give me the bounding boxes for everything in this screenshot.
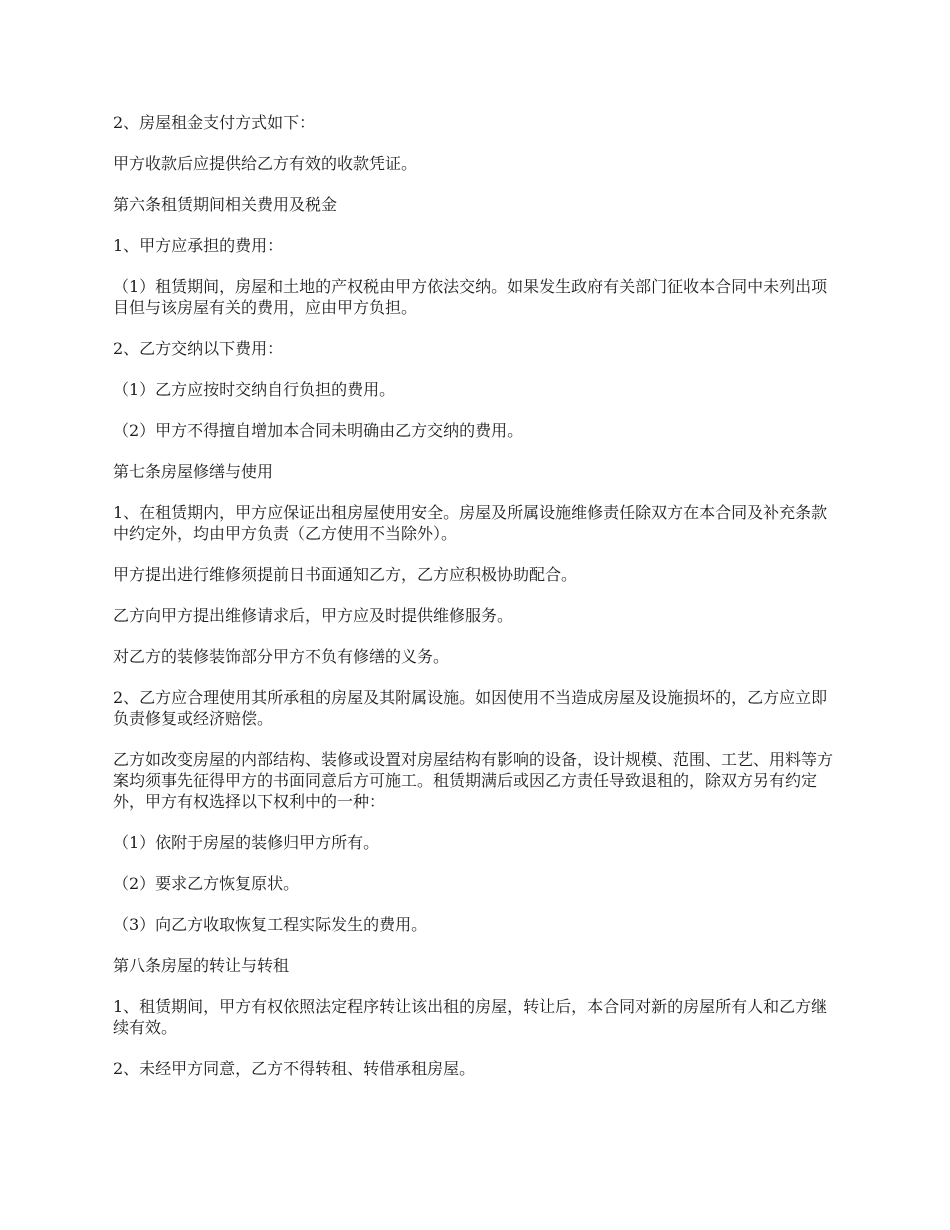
paragraph-option-3: （3）向乙方收取恢复工程实际发生的费用。	[113, 915, 428, 934]
paragraph-proper-use: 2、乙方应合理使用其所承租的房屋及其附属设施。如因使用不当造成房屋及设施损坏的，乙方应立即负责修复或经济赔偿。	[113, 688, 828, 728]
paragraph-tenant-costs: 2、乙方交纳以下费用：	[113, 339, 284, 358]
paragraph-repair-request: 乙方向甲方提出维修请求后，甲方应及时提供维修服务。	[113, 606, 514, 625]
paragraph-structural-changes: 乙方如改变房屋的内部结构、装修或设置对房屋结构有影响的设备，设计规模、范围、工艺、用料等方案均须事先征得甲方的书面同意后方可施工。租赁期满后或因乙方责任导致退租的，除双方另有约定外，甲方有权选择以下权利中的一种：	[113, 750, 834, 811]
paragraph-no-extra-fees: （2）甲方不得擅自增加本合同未明确由乙方交纳的费用。	[113, 421, 524, 440]
paragraph-tenant-pay-on-time: （1）乙方应按时交纳自行负担的费用。	[113, 380, 396, 399]
paragraph-repair-notice: 甲方提出进行维修须提前日书面通知乙方，乙方应积极协助配合。	[113, 565, 578, 584]
heading-article-7: 第七条房屋修缮与使用	[113, 462, 274, 481]
heading-article-8: 第八条房屋的转让与转租	[113, 956, 290, 975]
paragraph-option-2: （2）要求乙方恢复原状。	[113, 874, 300, 893]
paragraph-rent-payment: 2、房屋租金支付方式如下：	[113, 113, 316, 132]
paragraph-safety-maintenance: 1、在租赁期内，甲方应保证出租房屋使用安全。房屋及所属设施维修责任除双方在本合同及补充条款中约定外，均由甲方负责（乙方使用不当除外）。	[113, 503, 828, 543]
paragraph-receipt: 甲方收款后应提供给乙方有效的收款凭证。	[113, 154, 418, 173]
paragraph-decoration: 对乙方的装修装饰部分甲方不负有修缮的义务。	[113, 647, 450, 666]
document-body	[113, 112, 838, 1099]
paragraph-property-tax: （1）租赁期间，房屋和土地的产权税由甲方依法交纳。如果发生政府有关部门征收本合同中未列出项目但与该房屋有关的费用，应由甲方负担。	[113, 277, 828, 317]
heading-article-6: 第六条租赁期间相关费用及税金	[113, 195, 338, 214]
paragraph-no-sublet: 2、未经甲方同意，乙方不得转租、转借承租房屋。	[113, 1059, 476, 1078]
paragraph-landlord-costs: 1、甲方应承担的费用：	[113, 236, 284, 255]
paragraph-transfer: 1、租赁期间，甲方有权依照法定程序转让该出租的房屋，转让后，本合同对新的房屋所有人和乙方继续有效。	[113, 997, 828, 1037]
paragraph-option-1: （1）依附于房屋的装修归甲方所有。	[113, 833, 380, 852]
